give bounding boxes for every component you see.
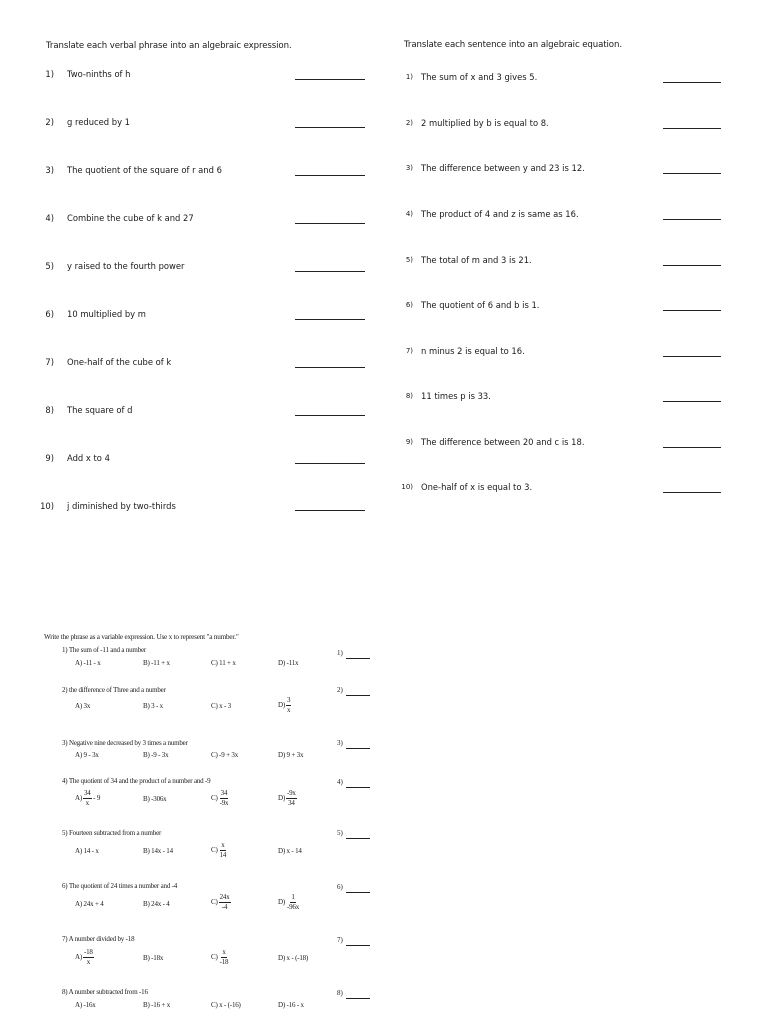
option-d[interactable]: D) -16 - x (278, 1001, 304, 1009)
denominator: x (287, 706, 291, 714)
answer-number: 8) (337, 989, 343, 997)
question-text: 6) The quotient of 24 times a number and -4 (62, 882, 178, 890)
answer-blank[interactable] (663, 401, 721, 402)
fraction (83, 948, 94, 967)
item-number: 8) (45, 405, 54, 415)
option-d[interactable]: D) -11x (278, 659, 299, 667)
option-d[interactable]: D) x - 14 (278, 847, 302, 855)
answer-blank[interactable] (295, 510, 365, 511)
item-text: The difference between y and 23 is 12. (421, 163, 585, 173)
answer-blank[interactable] (663, 173, 721, 174)
denominator: -18 (219, 958, 229, 966)
answer-blank[interactable] (295, 463, 365, 464)
option-a[interactable]: A) 14 - x (75, 847, 99, 855)
option-label: C) (211, 898, 218, 907)
question-text: 5) Fourteen subtracted from a number (62, 829, 162, 837)
fraction (286, 893, 300, 912)
answer-number: 5) (337, 829, 343, 837)
answer-blank[interactable] (663, 492, 721, 493)
denominator: 34 (288, 799, 295, 807)
answer-blank[interactable] (346, 695, 370, 696)
question-text: 2) the difference of Three and a number (62, 686, 166, 694)
answer-blank[interactable] (346, 892, 370, 893)
option-d[interactable]: D) x - (-18) (278, 954, 309, 962)
numerator: x (221, 841, 225, 849)
fraction (219, 841, 228, 860)
answer-blank[interactable] (663, 447, 721, 448)
answer-blank[interactable] (346, 748, 370, 749)
option-d[interactable] (278, 789, 297, 808)
fraction (219, 893, 231, 912)
numerator: 1 (291, 893, 295, 901)
option-b[interactable]: B) -18x (143, 954, 164, 962)
option-c[interactable]: C) -9 + 3x (211, 751, 239, 759)
numerator: 34 (84, 789, 91, 797)
denominator: x (86, 958, 91, 966)
item-number: 9) (405, 438, 413, 446)
option-label: C) (211, 953, 218, 962)
fraction (83, 789, 92, 808)
item-text: One-half of the cube of k (67, 357, 172, 367)
item-number: 8) (405, 392, 413, 400)
item-number: 10) (40, 501, 54, 511)
item-number: 6) (45, 309, 54, 319)
item-number: 5) (405, 256, 413, 264)
item-text: n minus 2 is equal to 16. (421, 346, 525, 356)
option-c[interactable] (211, 893, 231, 912)
option-suffix: - 9 (93, 794, 101, 803)
item-number: 1) (45, 69, 54, 79)
item-text: The square of d (67, 405, 133, 415)
item-number: 4) (45, 213, 54, 223)
item-number: 5) (45, 261, 54, 271)
item-number: 7) (45, 357, 54, 367)
fraction (286, 696, 291, 715)
denominator: -4 (221, 903, 228, 911)
item-text: The quotient of 6 and b is 1. (421, 300, 540, 310)
numerator: 24x (219, 893, 230, 901)
option-label: D) (278, 794, 285, 803)
answer-blank[interactable] (295, 367, 365, 368)
answer-blank[interactable] (295, 319, 365, 320)
answer-blank[interactable] (346, 838, 370, 839)
fraction (219, 789, 230, 808)
option-c[interactable] (211, 841, 227, 860)
denominator: x (85, 799, 89, 807)
answer-number: 6) (337, 883, 343, 891)
option-c[interactable]: C) x - 3 (211, 702, 231, 710)
item-number: 1) (405, 73, 413, 81)
numerator: x (222, 948, 226, 956)
left-section-title: Translate each verbal phrase into an algebraic expression. (46, 41, 292, 51)
answer-blank[interactable] (295, 223, 365, 224)
item-number: 3) (45, 165, 54, 175)
answer-blank[interactable] (346, 998, 370, 999)
numerator: 34 (220, 789, 228, 797)
option-b[interactable]: B) -11 + x (143, 659, 170, 667)
item-number: 9) (45, 453, 54, 463)
answer-blank[interactable] (295, 175, 365, 176)
answer-blank[interactable] (663, 265, 721, 266)
answer-number: 1) (337, 649, 343, 657)
denominator: -96x (287, 903, 300, 911)
answer-blank[interactable] (663, 310, 721, 311)
item-number: 10) (401, 483, 413, 491)
question-text: 3) Negative nine decreased by 3 times a number (62, 739, 188, 747)
option-c[interactable] (211, 789, 229, 808)
item-text: g reduced by 1 (67, 117, 131, 127)
option-label: A) (75, 953, 82, 962)
option-b[interactable]: B) -306x (143, 795, 167, 803)
item-text: Combine the cube of k and 27 (67, 213, 194, 223)
answer-blank[interactable] (295, 79, 365, 80)
option-label: D) (278, 898, 285, 907)
question-text: 7) A number divided by -18 (62, 935, 135, 943)
item-number: 3) (405, 164, 413, 172)
question-text: 8) A number subtracted from -16 (62, 988, 148, 996)
option-c[interactable]: C) 11 + x (211, 659, 236, 667)
answer-blank[interactable] (346, 658, 370, 659)
item-number: 2) (405, 119, 413, 127)
denominator: 14 (219, 851, 227, 859)
option-label: D) (278, 701, 285, 710)
item-text: Add x to 4 (67, 453, 110, 463)
option-d[interactable] (278, 696, 291, 715)
option-a[interactable] (75, 789, 100, 808)
answer-blank[interactable] (663, 356, 721, 357)
item-text: y raised to the fourth power (67, 261, 185, 271)
answer-blank[interactable] (663, 128, 721, 129)
option-label: A) (75, 794, 82, 803)
item-text: The total of m and 3 is 21. (421, 255, 532, 265)
option-c[interactable] (211, 948, 229, 967)
item-number: 6) (405, 301, 413, 309)
item-text: j diminished by two-thirds (67, 501, 176, 511)
item-text: 11 times p is 33. (421, 391, 491, 401)
answer-number: 7) (337, 936, 343, 944)
option-a[interactable]: A) 24x + 4 (75, 900, 104, 908)
answer-blank[interactable] (295, 271, 365, 272)
item-text: The difference between 20 and c is 18. (421, 437, 585, 447)
item-text: The sum of x and 3 gives 5. (421, 72, 538, 82)
answer-blank[interactable] (663, 219, 721, 220)
right-section-title: Translate each sentence into an algebraic equation. (404, 40, 622, 50)
option-label: C) (211, 794, 218, 803)
question-text: 1) The sum of -11 and a number (62, 646, 147, 654)
option-a[interactable]: A) -16x (75, 1001, 96, 1009)
option-b[interactable]: B) -9 - 3x (143, 751, 169, 759)
item-text: Two-ninths of h (67, 69, 131, 79)
option-a[interactable]: A) 9 - 3x (75, 751, 99, 759)
option-b[interactable]: B) 3 - x (143, 702, 163, 710)
answer-blank[interactable] (346, 945, 370, 946)
item-text: The product of 4 and z is same as 16. (421, 209, 579, 219)
answer-blank[interactable] (295, 127, 365, 128)
answer-blank[interactable] (346, 787, 370, 788)
fraction (219, 948, 230, 967)
numerator: -18 (84, 948, 93, 956)
item-text: 10 multiplied by m (67, 309, 146, 319)
item-text: One-half of x is equal to 3. (421, 482, 533, 492)
option-b[interactable]: B) 14x - 14 (143, 847, 173, 855)
worksheet-title: Write the phrase as a variable expression. Use x to represent "a number." (44, 633, 239, 641)
option-d[interactable]: D) 9 + 3x (278, 751, 304, 759)
option-a[interactable]: A) -11 - x (75, 659, 101, 667)
option-a[interactable]: A) 3x (75, 702, 91, 710)
item-text: 2 multiplied by b is equal to 8. (421, 118, 549, 128)
fraction (286, 789, 297, 808)
item-number: 2) (45, 117, 54, 127)
answer-blank[interactable] (295, 415, 365, 416)
question-text: 4) The quotient of 34 and the product of a number and -9 (62, 777, 211, 785)
option-a[interactable] (75, 948, 94, 967)
answer-number: 3) (337, 739, 343, 747)
answer-number: 4) (337, 778, 343, 786)
numerator: -9x (287, 789, 296, 797)
answer-number: 2) (337, 686, 343, 694)
option-d[interactable] (278, 893, 300, 912)
option-c[interactable]: C) x - (-16) (211, 1001, 241, 1009)
option-b[interactable]: B) -16 + x (143, 1001, 171, 1009)
option-b[interactable]: B) 24x - 4 (143, 900, 170, 908)
answer-blank[interactable] (663, 82, 721, 83)
numerator: 3 (287, 696, 291, 704)
item-number: 7) (405, 347, 413, 355)
item-number: 4) (405, 210, 413, 218)
option-label: C) (211, 846, 218, 855)
denominator: -9x (219, 799, 229, 807)
item-text: The quotient of the square of r and 6 (67, 165, 222, 175)
